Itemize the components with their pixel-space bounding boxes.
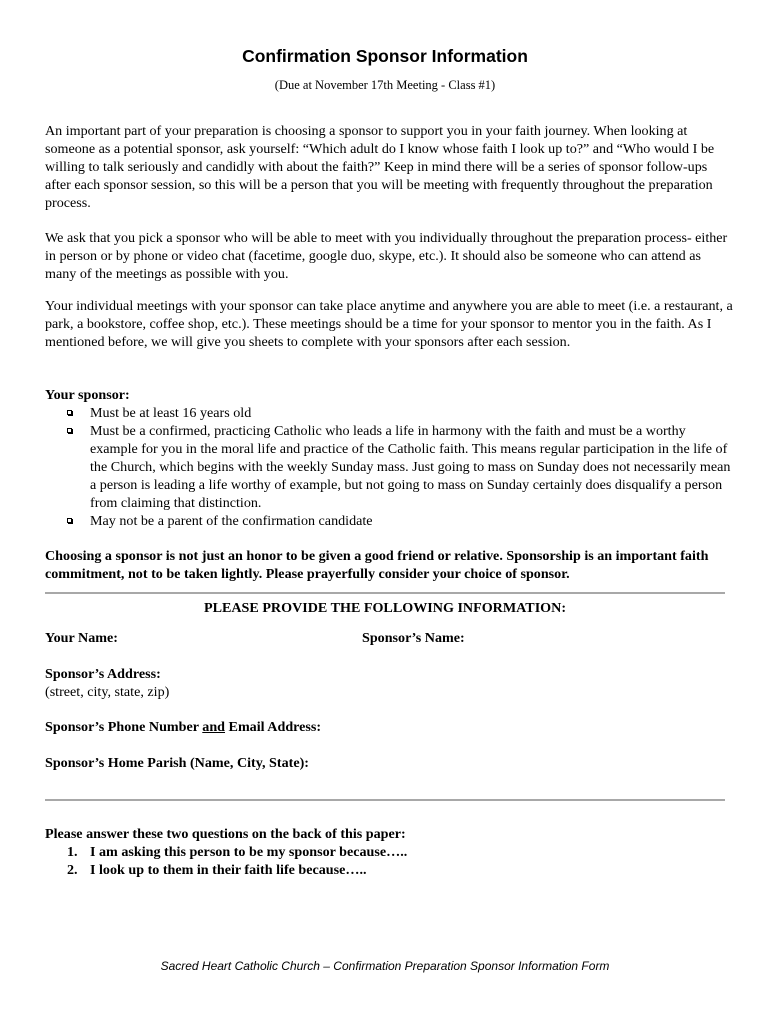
list-item bbox=[45, 404, 735, 422]
checkbox-bullet-icon bbox=[67, 428, 72, 433]
question-number: 2. bbox=[67, 862, 78, 878]
divider bbox=[45, 592, 725, 594]
requirement-text: Must be a confirmed, practicing Catholic who leads a life in harmony with the faith and must be a worthy example for you in the moral life and practice of the Catholic faith. This means regular participation in the life of the Church, which begins with the weekly Sunday mass. Just going to mass on Sunday does not necessarily mean a person is leading a life worthy of example, but not going to mass on Sunday certainly does disqualify a person from claiming that distinction. bbox=[90, 423, 731, 511]
requirements-list bbox=[45, 404, 735, 530]
checkbox-bullet-icon bbox=[67, 410, 72, 415]
list-item bbox=[45, 422, 735, 512]
list-item bbox=[45, 512, 735, 530]
meeting-paragraph: We ask that you pick a sponsor who will be able to meet with you individually throughout the preparation process- either in person or by phone or video chat (facetime, google duo, skype, etc.). It should also be someone who can attend as many of the meetings as possible with you. bbox=[45, 230, 728, 282]
question-text: I am asking this person to be my sponsor because….. bbox=[90, 844, 408, 860]
sponsor-name-label: Sponsor’s Name: bbox=[362, 630, 465, 646]
page-subtitle: (Due at November 17th Meeting - Class #1) bbox=[274, 78, 496, 92]
individual-meetings-paragraph: Your individual meetings with your sponsor can take place anytime and anywhere you are able to meet (i.e. a restaurant, a park, a bookstore, coffee shop, etc.). These meetings should be a time for your sponsor to mentor you in the faith. As I mentioned before, we will give you sheets to complete with your sponsors after each session. bbox=[45, 298, 733, 350]
requirement-text: Must be at least 16 years old bbox=[90, 405, 252, 421]
divider bbox=[45, 799, 725, 801]
phone-label-prefix: Sponsor’s Phone Number bbox=[45, 719, 203, 735]
page-footer: Sacred Heart Catholic Church – Confirmation Preparation Sponsor Information Form bbox=[160, 959, 610, 973]
home-parish-label: Sponsor’s Home Parish (Name, City, State): bbox=[45, 755, 309, 771]
intro-paragraph: An important part of your preparation is choosing a sponsor to support you in your faith journey. When looking at someone as a potential sponsor, ask yourself: “Which adult do I know whose faith I look up to?” and “Who would I be willing to talk seriously and candidly with about the faith?” Keep in mind there will be a series of sponsor follow-ups after each sponsor session, so this will be a person that you will be meeting with frequently throughout the preparation process. bbox=[45, 123, 715, 211]
sponsor-address-label: Sponsor’s Address: bbox=[45, 666, 161, 682]
your-name-label: Your Name: bbox=[45, 630, 118, 646]
list-item bbox=[45, 861, 407, 879]
requirements-heading: Your sponsor: bbox=[45, 387, 130, 403]
phone-label-and: and bbox=[202, 719, 226, 735]
phone-label-suffix: Email Address: bbox=[225, 719, 322, 735]
sponsor-phone-email-label bbox=[45, 718, 321, 736]
questions-intro: Please answer these two questions on the back of this paper: bbox=[45, 826, 406, 842]
sponsorship-notice: Choosing a sponsor is not just an honor to be given a good friend or relative. Sponsorship is an important faith commitment, not to be taken lightly. Please prayerfully consider your choice of sponsor. bbox=[45, 548, 709, 582]
questions-list bbox=[45, 843, 407, 879]
page-title: Confirmation Sponsor Information bbox=[242, 46, 528, 66]
question-text: I look up to them in their faith life because….. bbox=[90, 862, 367, 878]
list-item bbox=[45, 843, 407, 861]
form-heading: PLEASE PROVIDE THE FOLLOWING INFORMATION: bbox=[203, 600, 567, 616]
address-hint: (street, city, state, zip) bbox=[45, 684, 170, 700]
question-number: 1. bbox=[67, 844, 78, 860]
checkbox-bullet-icon bbox=[67, 518, 72, 523]
requirement-text: May not be a parent of the confirmation candidate bbox=[90, 513, 373, 529]
